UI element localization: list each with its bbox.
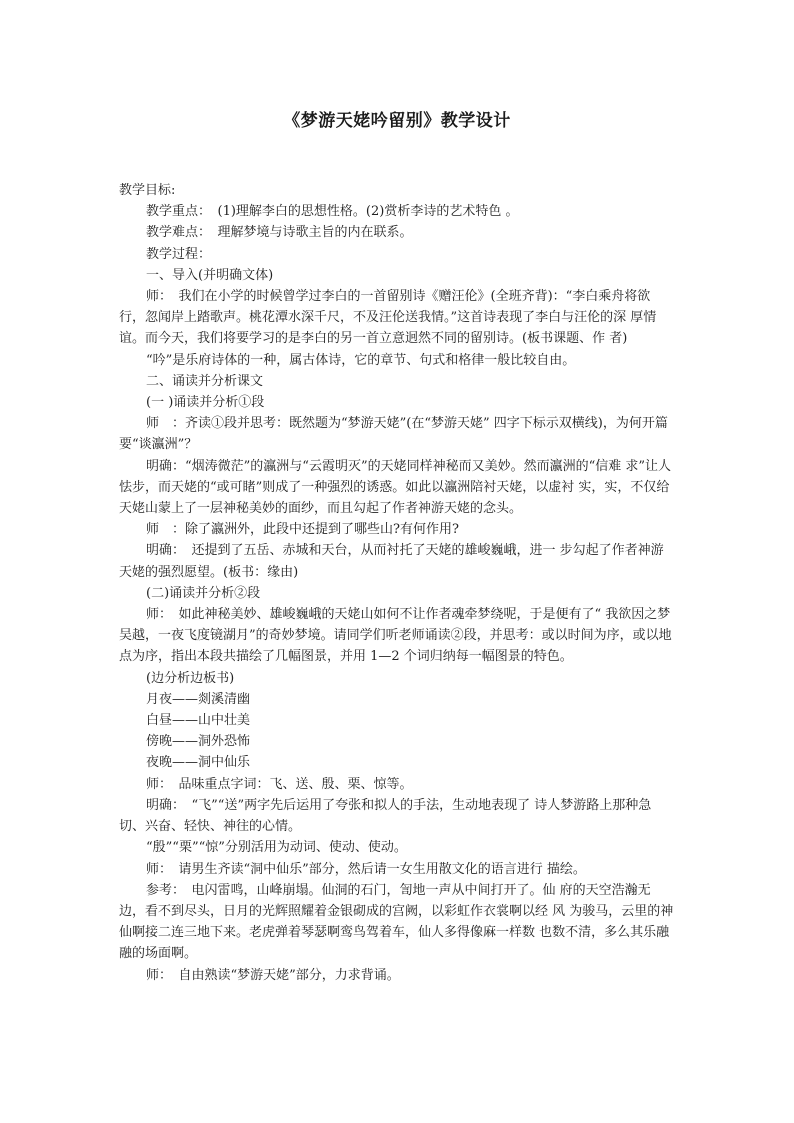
paragraph-reference: 参考： 电闪雷鸣，山峰崩塌。仙洞的石门，訇地一声从中间打开了。仙 府的天空浩瀚无边，看不到尽头，日月的光辉照耀着金银砌成的宫阙，以彩虹作衣裳啊以经 风 为骏马，云里的神仙啊接二连三地下来。老虎弹着琴瑟啊鸾鸟驾着车，仙人多得像麻一样数 也数不清，多么其乐融融的场面啊。 [119,882,674,962]
paragraph-teacher-q2: 师 ：除了瀛洲外，此段中还提到了哪些山?有何作用? [146,522,459,538]
paragraph-objectives: 教学目标: [119,183,176,198]
document-title: 《梦游天姥吟留别》教学设计 [283,111,511,131]
subsection-heading-1: (一 )诵读并分析①段 [146,395,265,411]
paragraph-difficulties: 教学难点： 理解梦境与诗歌主旨的内在联系。 [146,225,413,241]
paragraph-teacher-intro: 师： 我们在小学的时候曾学过李白的一首留别诗《赠汪伦》(全班齐背)：“李白乘舟将欲 行，忽闻岸上踏歌声。桃花潭水深千尺，不及汪伦送我情。”这首诗表现了李白与汪伦的深 厚情谊。而今天，我们将要学习的是李白的另一首立意迥然不同的留别诗。(板书课题、作 者) [119,289,657,347]
list-item-scene-1: 月夜——剡溪清幽 [146,691,251,707]
paragraph-usage-note: “殷”“栗”“惊”分别活用为动词、使动、使动。 [146,840,407,856]
subsection-heading-2: (二)诵读并分析②段 [146,585,261,601]
section-heading-intro: 一、导入(并明确文体) [146,267,274,283]
paragraph-teacher-q4: 师： 请男生齐读“洞中仙乐”部分，然后请一女生用散文化的语言进行 描绘。 [146,861,586,877]
section-heading-reading: 二、诵读并分析课文 [146,373,264,389]
paragraph-teacher-recite: 师： 自由熟读“梦游天姥”部分，力求背诵。 [146,967,400,983]
paragraph-board-note: (边分析边板书) [146,670,235,686]
paragraph-key-points: 教学重点： (1)理解李白的思想性格。(2)赏析李诗的艺术特色 。 [146,204,519,220]
list-item-scene-2: 白昼——山中壮美 [146,713,251,729]
paragraph-teacher-q3: 师： 如此神秘美妙、雄峻巍峨的天姥山如何不让作者魂牵梦绕呢，于是便有了“ 我欲因之梦吴越，一夜飞度镜湖月”的奇妙梦境。请同学们听老师诵读②段，并思考：或以时间为序，或以地点为序，指出本段共描绘了几幅图景，并用 1—2 个词归纳每一幅图景的特色。 [119,607,672,665]
paragraph-teacher-words: 师： 品味重点字词：飞、送、殷、栗、惊等。 [146,776,413,792]
paragraph-answer-2: 明确： 还提到了五岳、赤城和天台，从而衬托了天姥的雄峻巍峨，进一 步勾起了作者神游天姥的强烈愿望。(板书：缘由) [119,543,664,580]
paragraph-yin-note: “吟”是乐府诗体的一种，属古体诗，它的章节、句式和格律一般比较自由。 [146,352,576,368]
paragraph-process-heading: 教学过程： [146,246,212,262]
paragraph-answer-3: 明确： “飞”“送”两字先后运用了夸张和拟人的手法，生动地表现了 诗人梦游路上那种急切、兴奋、轻快、神往的心情。 [119,797,652,835]
paragraph-answer-1: 明确：“烟涛微茫”的瀛洲与“云霞明灭”的天姥同样神秘而又美妙。然而瀛洲的“信难 求”让人怯步，而天姥的“或可睹”则成了一种强烈的诱惑。如此以瀛洲陪衬天姥，以虚衬 实，实，不仅给天姥山蒙上了一层神秘美妙的面纱，而且勾起了作者神游天姥的念头。 [119,458,672,517]
paragraph-teacher-q1: 师 ：齐读①段并思考：既然题为“梦游天姥”(在“梦游天姥” 四字下标示双横线)，为何开篇要“谈瀛洲”？ [119,416,668,453]
list-item-scene-3: 傍晚——洞外恐怖 [146,734,251,750]
list-item-scene-4: 夜晚——洞中仙乐 [146,755,251,771]
document-body [119,180,675,986]
